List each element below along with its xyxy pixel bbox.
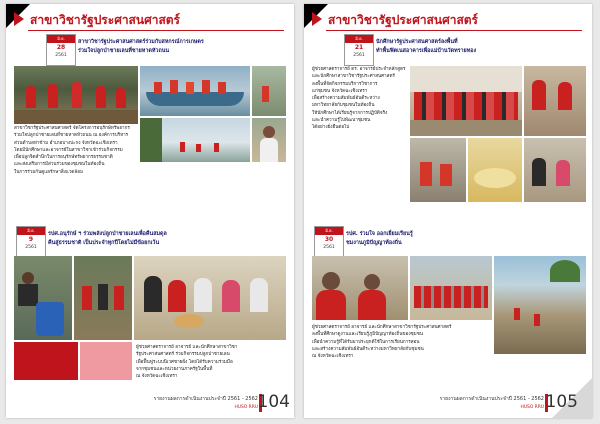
date-month: มิ.ย. xyxy=(345,35,373,43)
body-line: ณ จังหวัดฉะเชิงเทรา xyxy=(312,354,354,360)
date-year: 2561 xyxy=(55,53,67,58)
org-label: HUSO RRU xyxy=(234,405,258,410)
body-line: ลงพื้นที่ศึกษาดูงานและเรียนรู้ภูมิปัญญาท้องถิ่นของชุมชน xyxy=(312,332,423,338)
body-line: และส่งเสริมการมีส่วนร่วมของชุมชนในท้องถิ่น xyxy=(14,162,105,168)
body-line: สาขาวิชารัฐประศาสนศาสตร์ จัดโครงการอนุรักษ์ทรัพยากร xyxy=(14,126,130,131)
section-title: สาขาวิชารัฐประศาสนศาสตร์ xyxy=(328,13,478,27)
headline-line: ชมงานภูมิปัญญาท้องถิ่น xyxy=(346,240,402,246)
story-headline xyxy=(376,38,476,56)
story-headline xyxy=(346,230,413,248)
date-month: มิ.ย. xyxy=(315,227,343,235)
body-line: ผู้ช่วยศาสตราจารย์ ดร. อาจารย์ประจำหลักสูตร xyxy=(312,67,406,72)
date-day: 28 xyxy=(56,44,66,51)
decorative-pink-block xyxy=(80,342,132,380)
headline-line: รปศ. ร่วมใจ ออกเยี่ยมเรียนรู้ xyxy=(346,231,413,237)
body-line: เพื่อสร้างความสัมพันธ์อันดีระหว่าง xyxy=(312,96,380,102)
body-line: ผู้ช่วยศาสตราจารย์ อาจารย์ และนักศึกษาสาขาวิชา xyxy=(136,345,238,350)
decorative-red-block xyxy=(14,342,78,380)
date-month: มิ.ย. xyxy=(47,35,75,43)
date-calendar-icon xyxy=(314,226,344,258)
body-line: โดยมีนักศึกษาและอาจารย์ในสาขาวิชาเข้าร่วมกิจกรรม xyxy=(14,147,123,153)
date-day: 9 xyxy=(28,236,34,243)
body-line: รัฐประศาสนศาสตร์ ร่วมกิจกรรมปลูกป่าชายเลน xyxy=(136,352,230,358)
headline-line: ร่วมใจปลูกป่าชายเลนที่ชายหาดหัวถนน xyxy=(78,48,170,54)
date-day: 30 xyxy=(324,236,334,243)
story-headline xyxy=(78,38,204,56)
headline-line: รปศ.อนุรักษ์ ฯ ร่วมพลังปลูกป่าชายเลนเพื่อคืนสมดุล xyxy=(48,231,167,237)
report-title: รายงานผลการดำเนินงานประจำปี 2561 - 2562 xyxy=(439,396,544,402)
headline-line: คืนสู่ธรรมชาติ เป็นประจำทุกปีโดยไม่มีข้อยกเว้น xyxy=(48,240,160,246)
footer-text xyxy=(440,395,544,410)
date-year: 2561 xyxy=(25,245,37,250)
body-line: ได้อย่างยั่งยืนต่อไป xyxy=(312,125,350,131)
body-line: จากชุมชนและหน่วยงานภาครัฐในพื้นที่ xyxy=(136,366,213,372)
story-body xyxy=(14,125,138,176)
photo-group-work xyxy=(74,256,132,340)
section-title: สาขาวิชารัฐประศาสนศาสตร์ xyxy=(30,13,180,27)
story-body xyxy=(136,344,288,380)
date-calendar-icon xyxy=(46,34,76,66)
right-page xyxy=(304,4,592,418)
story-body xyxy=(312,324,492,360)
photo-activity xyxy=(524,66,586,136)
body-line: ในการร่วมกันดูแลรักษาสิ่งแวดล้อม xyxy=(14,169,83,175)
story-headline xyxy=(48,230,167,248)
date-month: มิ.ย. xyxy=(17,227,45,235)
body-line: และนักศึกษาสาขาวิชารัฐประศาสนศาสตร์ xyxy=(312,74,395,80)
date-year: 2561 xyxy=(353,53,365,58)
photo-discussion xyxy=(524,138,586,202)
report-title: รายงานผลการดำเนินงานประจำปี 2561 - 2562 xyxy=(153,396,258,402)
date-year: 2561 xyxy=(323,245,335,250)
photo-boat-group xyxy=(140,66,250,116)
photo-students-smiling xyxy=(312,256,408,320)
title-rule xyxy=(28,30,284,31)
photo-classroom xyxy=(410,138,466,202)
body-line: ผู้ช่วยศาสตราจารย์ อาจารย์ และนักศึกษาสาขาวิชารัฐประศาสนศาสตร์ xyxy=(312,325,452,330)
body-line: เพื่อปลูกจิตสำนึกในการอนุรักษ์ทรัพยากรธรรมชาติ xyxy=(14,155,113,161)
photo-student-portrait xyxy=(252,118,286,162)
photo-shoreline xyxy=(252,66,286,116)
org-label: HUSO RRU xyxy=(520,405,544,410)
play-triangle-icon xyxy=(312,12,322,26)
play-triangle-icon xyxy=(14,12,24,26)
body-line: ลงพื้นที่จัดกิจกรรมบริการวิชาการ xyxy=(312,81,378,87)
body-line: เพื่อฟื้นฟูระบบนิเวศชายฝั่ง โดยได้รับความร่วมมือ xyxy=(136,359,233,365)
left-page xyxy=(6,4,294,418)
body-line: และสร้างความสัมพันธ์อันดีระหว่างมหาวิทยาลัยกับชุมชน xyxy=(312,346,424,352)
page-number: 105 xyxy=(545,392,578,412)
photo-food-preparation xyxy=(134,256,286,340)
body-line: ให้นักศึกษาได้เรียนรู้จากการปฏิบัติจริง xyxy=(312,110,388,116)
headline-line: ทำพื้นฟิตเนสอาคารเพื่อแม่บ้านวัดทรายทอง xyxy=(376,48,477,54)
body-line: มหาวิทยาลัยกับชุมชนในท้องถิ่น xyxy=(312,103,375,109)
photo-mudflat xyxy=(140,118,250,162)
body-line: แก่ชุมชน จังหวัดฉะเชิงเทรา xyxy=(312,88,368,94)
body-line: เพื่อนำความรู้ที่ได้รับมาประยุกต์ใช้ในการเรียนการสอน xyxy=(312,339,420,345)
body-line: และนำความรู้ไปพัฒนาชุมชน xyxy=(312,118,371,124)
body-line: ส่วนตำบลท่าข้าม อำเภอบางปะกง จังหวัดฉะเชิงเทรา xyxy=(14,140,118,146)
headline-line: สาขาวิชารัฐประศาสนศาสตร์ร่วมกับสหกรณ์การเกษตร xyxy=(78,39,204,45)
photo-water-barrel xyxy=(14,256,72,340)
title-rule xyxy=(326,30,582,31)
footer-text xyxy=(154,395,258,410)
photo-rice-drying xyxy=(468,138,522,202)
date-day: 21 xyxy=(354,44,364,51)
date-calendar-icon xyxy=(16,226,46,258)
photo-beach-site xyxy=(494,256,586,354)
body-line: ณ จังหวัดฉะเชิงเทรา xyxy=(136,374,178,380)
date-calendar-icon xyxy=(344,34,374,66)
photo-group-portrait xyxy=(410,66,522,136)
body-line: ร่วมใจปลูกป่าชายเลนที่ชายหาดหัวถนน ณ องค์การบริหาร xyxy=(14,133,129,139)
photo-mangrove-planting xyxy=(14,66,138,124)
story-body xyxy=(312,66,408,132)
photo-group-line xyxy=(410,256,492,320)
page-number: 104 xyxy=(257,392,290,412)
headline-line: นักศึกษารัฐประศาสนศาสตร์ลงพื้นที่ xyxy=(376,39,458,45)
